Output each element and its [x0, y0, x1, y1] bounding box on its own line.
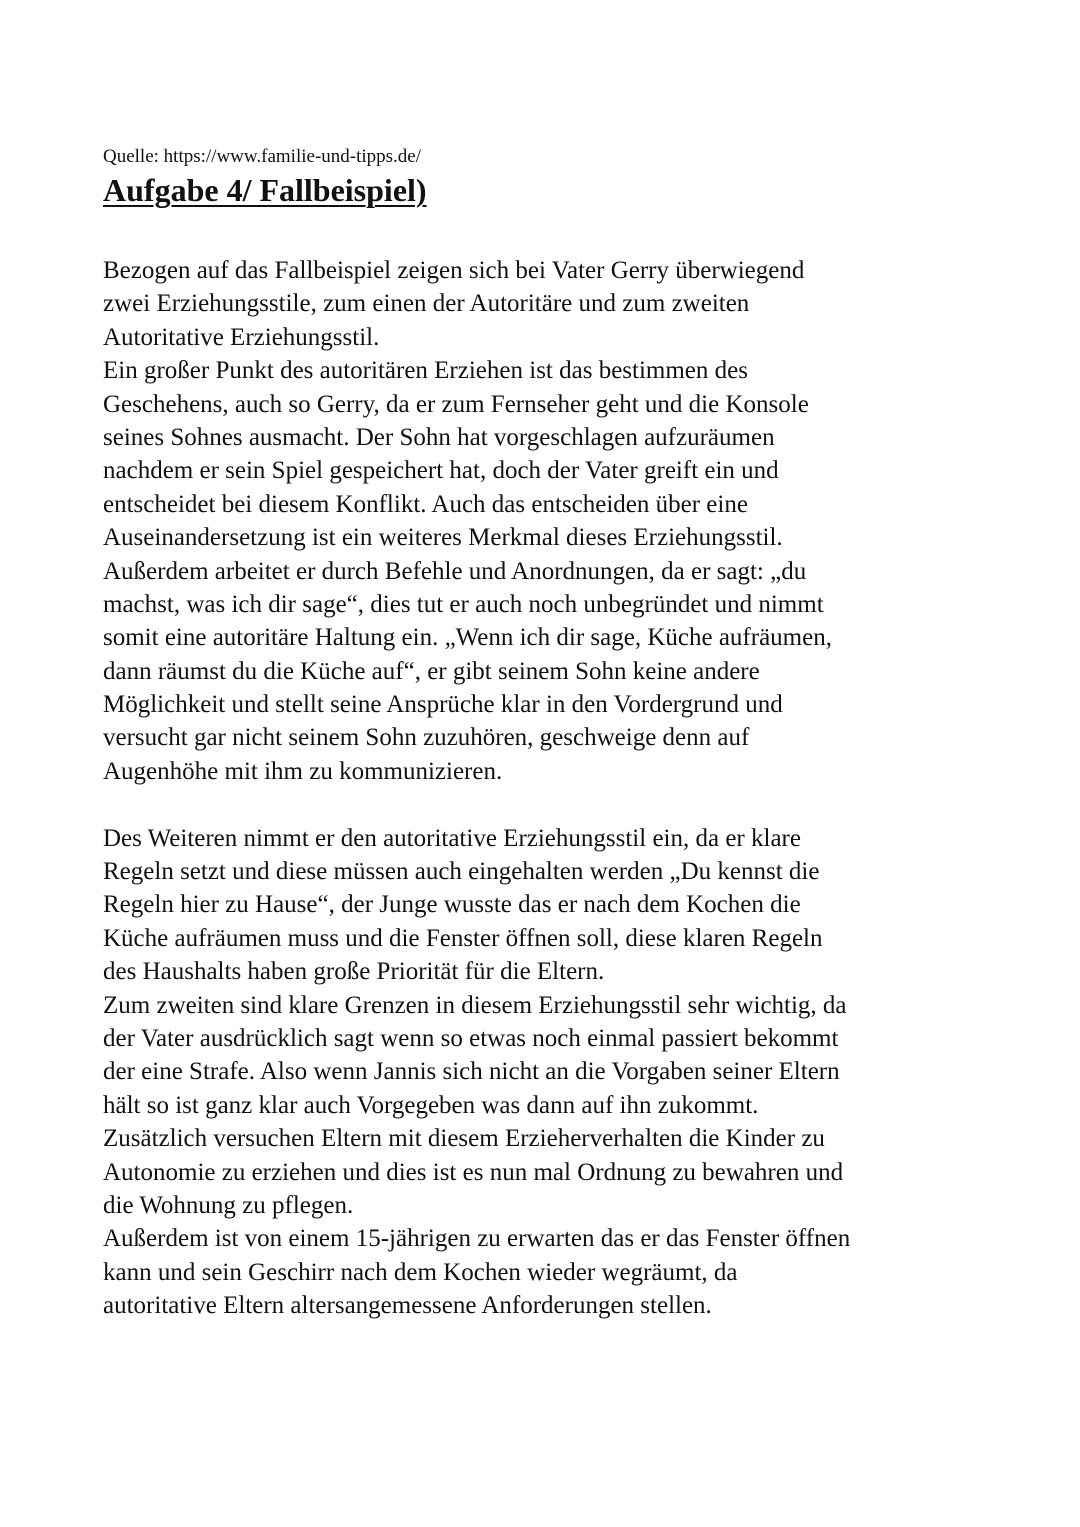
text-line: des Haushalts haben große Priorität für die Eltern. [103, 958, 605, 986]
text-line: Des Weiteren nimmt er den autoritative Erziehungsstil ein, da er klare [103, 824, 801, 852]
text-line: dann räumst du die Küche auf“, er gibt seinem Sohn keine andere [103, 657, 760, 685]
text-line: Autonomie zu erziehen und dies ist es nun mal Ordnung zu bewahren und [103, 1158, 844, 1186]
paragraph-authoritarian [103, 354, 1003, 788]
text-line: Außerdem arbeitet er durch Befehle und Anordnungen, da er sagt: „du [103, 557, 807, 585]
text-line: die Wohnung zu pflegen. [103, 1191, 354, 1219]
text-line: Auseinandersetzung ist ein weiteres Merkmal dieses Erziehungsstil. [103, 524, 783, 552]
text-line: kann und sein Geschirr nach dem Kochen wieder wegräumt, da [103, 1258, 738, 1286]
text-line: somit eine autoritäre Haltung ein. „Wenn ich dir sage, Küche aufräumen, [103, 624, 832, 652]
source-citation: Quelle: https://www.familie-und-tipps.de/ [103, 146, 422, 167]
text-line: nachdem er sein Spiel gespeichert hat, doch der Vater greift ein und [103, 457, 779, 485]
paragraph-gap [103, 788, 1003, 821]
text-line: Zusätzlich versuchen Eltern mit diesem Erzieherverhalten die Kinder zu [103, 1125, 825, 1153]
paragraph-authoritative [103, 822, 1003, 989]
page-title: Aufgabe 4/ Fallbeispiel) [103, 172, 427, 208]
text-line: Autoritative Erziehungsstil. [103, 323, 380, 351]
text-line: zwei Erziehungsstile, zum einen der Autoritäre und zum zweiten [103, 290, 750, 318]
text-line: seines Sohnes ausmacht. Der Sohn hat vorgeschlagen aufzuräumen [103, 423, 775, 451]
text-line: machst, was ich dir sage“, dies tut er auch noch unbegründet und nimmt [103, 590, 824, 618]
text-line: Außerdem ist von einem 15-jährigen zu erwarten das er das Fenster öffnen [103, 1225, 851, 1253]
paragraph-boundaries [103, 989, 1003, 1123]
text-line: Küche aufräumen muss und die Fenster öffnen soll, diese klaren Regeln [103, 924, 823, 952]
text-line: Augenhöhe mit ihm zu kommunizieren. [103, 757, 503, 785]
text-line: hält so ist ganz klar auch Vorgegeben was dann auf ihn zukommt. [103, 1091, 759, 1119]
text-line: Ein großer Punkt des autoritären Erziehen ist das bestimmen des [103, 357, 748, 385]
text-line: entscheidet bei diesem Konflikt. Auch das entscheiden über eine [103, 490, 748, 518]
body-text [103, 254, 1003, 1323]
text-line: autoritative Eltern altersangemessene Anforderungen stellen. [103, 1292, 712, 1320]
text-line: Möglichkeit und stellt seine Ansprüche klar in den Vordergrund und [103, 691, 783, 719]
text-line: Regeln hier zu Hause“, der Junge wusste das er nach dem Kochen die [103, 891, 801, 919]
text-line: Regeln setzt und diese müssen auch eingehalten werden „Du kennst die [103, 858, 820, 886]
paragraph-intro [103, 254, 1003, 354]
text-line: Geschehens, auch so Gerry, da er zum Fernseher geht und die Konsole [103, 390, 809, 418]
text-line: Bezogen auf das Fallbeispiel zeigen sich bei Vater Gerry überwiegend [103, 257, 805, 284]
text-line: der Vater ausdrücklich sagt wenn so etwas noch einmal passiert bekommt [103, 1024, 839, 1052]
text-line: der eine Strafe. Also wenn Jannis sich nicht an die Vorgaben seiner Eltern [103, 1058, 840, 1086]
paragraph-autonomy [103, 1122, 1003, 1222]
text-line: versucht gar nicht seinem Sohn zuzuhören, geschweige denn auf [103, 724, 750, 752]
text-line: Zum zweiten sind klare Grenzen in diesem Erziehungsstil sehr wichtig, da [103, 991, 847, 1019]
paragraph-age-appropriate [103, 1222, 1003, 1322]
